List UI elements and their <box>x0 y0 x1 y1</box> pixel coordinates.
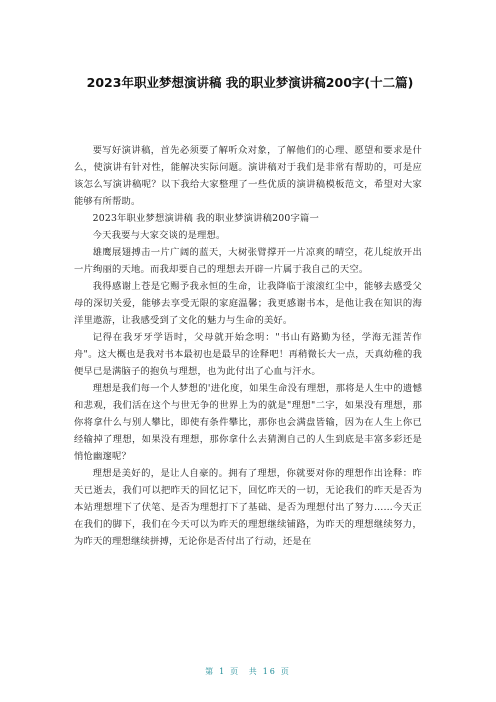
footer-page-number: 1 <box>219 667 227 676</box>
body-paragraph: 我得感谢上苍是它赐予我永恒的生命，让我降临于滚滚红尘中，能够去感受父母的深切关爱，能够去享受无限的家庭温馨；我更感谢书本，是他让我在知识的海洋里遨游，让我感受到了文化的魅力与生命的美好。 <box>74 281 422 326</box>
footer-page-word: 第 <box>205 667 216 676</box>
intro-paragraph: 要写好演讲稿，首先必须要了解听众对象，了解他们的心理、愿望和要求是什么，使演讲有针对性，能解决实际问题。演讲稿对于我们是非常有帮助的，可是应该怎么写演讲稿呢？以下我给大家整理了一些优质的演讲稿模板范文，希望对大家能够有所帮助。 <box>74 145 422 207</box>
body-paragraph: 理想是我们每一个人梦想的'进化度，如果生命没有理想，那将是人生中的遗憾和悲观，我们活在这个与世无争的世界上为的就是"理想"二字，如果没有理想，那你将拿什么与别人攀比，即使有条件攀比，那你也会满盘皆输，因为在人生上你已经输掉了理想，如果没有理想，那你拿什么去猜测自己的人生到底是丰富多彩还是悄怆幽邃呢？ <box>74 383 422 462</box>
footer-total-pages: 16 <box>262 667 277 676</box>
footer-page-unit: 页 <box>230 667 241 676</box>
footer-total-unit: 页 <box>280 667 291 676</box>
footer-total-word: 共 <box>248 667 259 676</box>
body-paragraph: 今天我要与大家交谈的是理想。 <box>92 230 226 241</box>
document-title: 2023年职业梦想演讲稿 我的职业梦演讲稿200字(十二篇) <box>86 75 414 90</box>
section-heading: 2023年职业梦想演讲稿 我的职业梦演讲稿200字篇一 <box>92 213 319 224</box>
body-paragraph: 理想是美好的，是让人自豪的。拥有了理想，你就要对你的理想作出诠释：昨天已逝去，我们可以把昨天的回忆记下，回忆昨天的一切，无论我们的昨天是否为本站理想埋下了伏笔、是否为理想打下了基础、是否为理想付出了努力……今天正在我们的脚下，我们在今天可以为昨天的理想继续铺路，为昨天的理想继续努力，为昨天的理想继续拼搏，无论你是否付出了行动，还是在 <box>74 468 422 547</box>
body-paragraph: 记得在我牙牙学语时，父母就开始念明："书山有路勤为径，学海无涯苦作舟"。这大概也是我对书本最初也是最早的诠释吧！再稍微长大一点，天真幼稚的我便早已是满脑子的抱负与理想，也为此付出了心血与汗水。 <box>74 332 422 377</box>
document-body <box>74 142 422 550</box>
body-paragraph: 雄鹰展翅搏击一片广阔的蓝天，大树张臂撑开一片凉爽的晴空，花儿绽放开出一片绚丽的天地。而我却要自己的理想去开辟一片属于我自己的天空。 <box>74 247 422 275</box>
page-footer <box>0 666 496 677</box>
